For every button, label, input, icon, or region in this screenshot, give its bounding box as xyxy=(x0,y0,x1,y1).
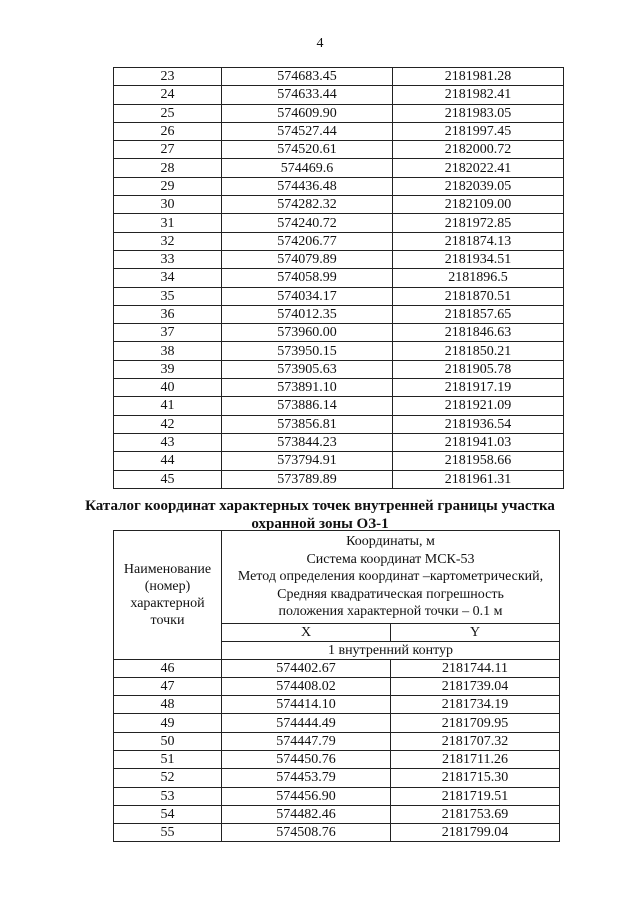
y-coordinate-cell: 2181709.95 xyxy=(391,714,560,732)
table-row xyxy=(114,86,564,104)
x-coordinate-cell: 573886.14 xyxy=(222,397,393,415)
y-coordinate-cell: 2181874.13 xyxy=(393,232,564,250)
table-row xyxy=(114,659,560,677)
y-coordinate-cell: 2182109.00 xyxy=(393,196,564,214)
x-coordinate-cell: 574206.77 xyxy=(222,232,393,250)
y-coordinate-cell: 2181711.26 xyxy=(391,750,560,768)
table-row xyxy=(114,342,564,360)
x-coordinate-cell: 574453.79 xyxy=(222,769,391,787)
point-number-cell: 44 xyxy=(114,452,222,470)
y-coordinate-cell: 2181921.09 xyxy=(393,397,564,415)
header-line: Система координат МСК-53 xyxy=(306,551,475,567)
y-coordinate-cell: 2181715.30 xyxy=(391,769,560,787)
x-coordinate-cell: 574520.61 xyxy=(222,141,393,159)
y-coordinate-cell: 2181846.63 xyxy=(393,324,564,342)
inner-boundary-coordinates-table xyxy=(113,530,560,842)
point-number-cell: 28 xyxy=(114,159,222,177)
point-number-cell: 35 xyxy=(114,287,222,305)
x-coordinate-cell: 573905.63 xyxy=(222,360,393,378)
header-line: Средняя квадратическая погрешность xyxy=(277,586,504,602)
table-row xyxy=(114,714,560,732)
x-coordinate-cell: 573794.91 xyxy=(222,452,393,470)
point-number-cell: 49 xyxy=(114,714,222,732)
table-row xyxy=(114,177,564,195)
x-coordinate-cell: 574444.49 xyxy=(222,714,391,732)
coordinates-header xyxy=(222,531,560,624)
point-name-header xyxy=(114,531,222,660)
table-row xyxy=(114,360,564,378)
x-coordinate-cell: 573950.15 xyxy=(222,342,393,360)
point-number-cell: 34 xyxy=(114,269,222,287)
y-coordinate-cell: 2181896.5 xyxy=(393,269,564,287)
point-number-cell: 53 xyxy=(114,787,222,805)
y-coordinate-cell: 2181799.04 xyxy=(391,824,560,842)
x-coordinate-cell: 574609.90 xyxy=(222,104,393,122)
x-coordinate-cell: 573789.89 xyxy=(222,470,393,488)
y-coordinate-cell: 2181934.51 xyxy=(393,250,564,268)
y-coordinate-cell: 2181961.31 xyxy=(393,470,564,488)
point-number-cell: 42 xyxy=(114,415,222,433)
header-line: положения характерной точки – 0.1 м xyxy=(278,604,503,619)
table-row xyxy=(114,159,564,177)
table-row xyxy=(114,787,560,805)
point-number-cell: 37 xyxy=(114,324,222,342)
table-row xyxy=(114,122,564,140)
x-coordinate-cell: 574527.44 xyxy=(222,122,393,140)
y-coordinate-cell: 2181857.65 xyxy=(393,305,564,323)
x-coordinate-cell: 574683.45 xyxy=(222,68,393,86)
point-number-cell: 26 xyxy=(114,122,222,140)
y-coordinate-cell: 2181905.78 xyxy=(393,360,564,378)
x-coordinate-cell: 573844.23 xyxy=(222,433,393,451)
point-number-cell: 55 xyxy=(114,824,222,842)
y-coordinate-cell: 2181917.19 xyxy=(393,379,564,397)
point-number-cell: 46 xyxy=(114,659,222,677)
y-coordinate-cell: 2181981.28 xyxy=(393,68,564,86)
table-row xyxy=(114,250,564,268)
y-coordinate-cell: 2181744.11 xyxy=(391,659,560,677)
point-number-cell: 38 xyxy=(114,342,222,360)
table-row xyxy=(114,287,564,305)
header-line: (номер) xyxy=(144,578,191,594)
point-number-cell: 24 xyxy=(114,86,222,104)
table-row xyxy=(114,750,560,768)
header-line: Наименование xyxy=(123,561,212,577)
table-row xyxy=(114,305,564,323)
point-number-cell: 27 xyxy=(114,141,222,159)
table-row xyxy=(114,141,564,159)
y-coordinate-cell: 2181982.41 xyxy=(393,86,564,104)
table-row xyxy=(114,732,560,750)
coordinates-table-continued xyxy=(113,67,564,489)
point-number-cell: 47 xyxy=(114,677,222,695)
point-number-cell: 54 xyxy=(114,805,222,823)
y-coordinate-cell: 2181707.32 xyxy=(391,732,560,750)
point-number-cell: 40 xyxy=(114,379,222,397)
table-row xyxy=(114,397,564,415)
y-coordinate-cell: 2181958.66 xyxy=(393,452,564,470)
x-coordinate-cell: 574447.79 xyxy=(222,732,391,750)
catalog-heading xyxy=(0,497,640,533)
point-number-cell: 25 xyxy=(114,104,222,122)
y-coordinate-cell: 2181972.85 xyxy=(393,214,564,232)
y-coordinate-cell: 2181941.03 xyxy=(393,433,564,451)
point-number-cell: 31 xyxy=(114,214,222,232)
y-coordinate-cell: 2181850.21 xyxy=(393,342,564,360)
y-coordinate-cell: 2182022.41 xyxy=(393,159,564,177)
x-coordinate-cell: 573891.10 xyxy=(222,379,393,397)
x-coordinate-cell: 574436.48 xyxy=(222,177,393,195)
header-line: Координаты, м xyxy=(346,534,435,549)
x-coordinate-cell: 574240.72 xyxy=(222,214,393,232)
y-coordinate-cell: 2181734.19 xyxy=(391,696,560,714)
point-number-cell: 45 xyxy=(114,470,222,488)
point-number-cell: 23 xyxy=(114,68,222,86)
x-coordinate-cell: 574034.17 xyxy=(222,287,393,305)
x-coordinate-cell: 574450.76 xyxy=(222,750,391,768)
table-row xyxy=(114,677,560,695)
contour-label: 1 внутренний контур xyxy=(222,641,560,659)
header-line: характерной xyxy=(130,595,205,611)
table-row xyxy=(114,269,564,287)
x-coordinate-cell: 574058.99 xyxy=(222,269,393,287)
catalog-heading-line2: охранной зоны ОЗ-1 xyxy=(251,516,389,532)
point-number-cell: 33 xyxy=(114,250,222,268)
y-coordinate-cell: 2182000.72 xyxy=(393,141,564,159)
x-coordinate-cell: 574402.67 xyxy=(222,659,391,677)
point-number-cell: 50 xyxy=(114,732,222,750)
y-coordinate-cell: 2181753.69 xyxy=(391,805,560,823)
table-row xyxy=(114,769,560,787)
header-line: Метод определения координат –картометрический, xyxy=(237,569,544,584)
table-row xyxy=(114,824,560,842)
point-number-cell: 32 xyxy=(114,232,222,250)
x-coordinate-cell: 574633.44 xyxy=(222,86,393,104)
table-row xyxy=(114,805,560,823)
table-row xyxy=(114,324,564,342)
x-coordinate-cell: 574282.32 xyxy=(222,196,393,214)
y-coordinate-cell: 2182039.05 xyxy=(393,177,564,195)
y-coordinate-cell: 2181936.54 xyxy=(393,415,564,433)
y-column-header: Y xyxy=(391,623,560,641)
y-coordinate-cell: 2181983.05 xyxy=(393,104,564,122)
table-row xyxy=(114,452,564,470)
point-number-cell: 41 xyxy=(114,397,222,415)
point-number-cell: 48 xyxy=(114,696,222,714)
x-coordinate-cell: 574012.35 xyxy=(222,305,393,323)
table-row xyxy=(114,696,560,714)
y-coordinate-cell: 2181739.04 xyxy=(391,677,560,695)
x-coordinate-cell: 574079.89 xyxy=(222,250,393,268)
point-number-cell: 30 xyxy=(114,196,222,214)
table-row xyxy=(114,232,564,250)
point-number-cell: 39 xyxy=(114,360,222,378)
table-row xyxy=(114,433,564,451)
header-line: точки xyxy=(150,612,185,628)
x-coordinate-cell: 573960.00 xyxy=(222,324,393,342)
x-coordinate-cell: 574469.6 xyxy=(222,159,393,177)
y-coordinate-cell: 2181870.51 xyxy=(393,287,564,305)
table-row xyxy=(114,415,564,433)
x-column-header: X xyxy=(222,623,391,641)
coordinates-table-body xyxy=(114,68,564,489)
table-row xyxy=(114,470,564,488)
table-row xyxy=(114,379,564,397)
x-coordinate-cell: 574482.46 xyxy=(222,805,391,823)
x-coordinate-cell: 574508.76 xyxy=(222,824,391,842)
point-number-cell: 52 xyxy=(114,769,222,787)
table-header-row xyxy=(114,531,560,624)
point-number-cell: 29 xyxy=(114,177,222,195)
table-row xyxy=(114,214,564,232)
point-number-cell: 36 xyxy=(114,305,222,323)
x-coordinate-cell: 573856.81 xyxy=(222,415,393,433)
y-coordinate-cell: 2181719.51 xyxy=(391,787,560,805)
point-number-cell: 51 xyxy=(114,750,222,768)
x-coordinate-cell: 574408.02 xyxy=(222,677,391,695)
catalog-heading-line1: Каталог координат характерных точек внутренней границы участка xyxy=(85,498,555,514)
inner-boundary-table-body xyxy=(114,531,560,842)
y-coordinate-cell: 2181997.45 xyxy=(393,122,564,140)
x-coordinate-cell: 574456.90 xyxy=(222,787,391,805)
table-row xyxy=(114,104,564,122)
point-number-cell: 43 xyxy=(114,433,222,451)
page-number: 4 xyxy=(316,36,324,51)
table-row xyxy=(114,196,564,214)
x-coordinate-cell: 574414.10 xyxy=(222,696,391,714)
table-row xyxy=(114,68,564,86)
